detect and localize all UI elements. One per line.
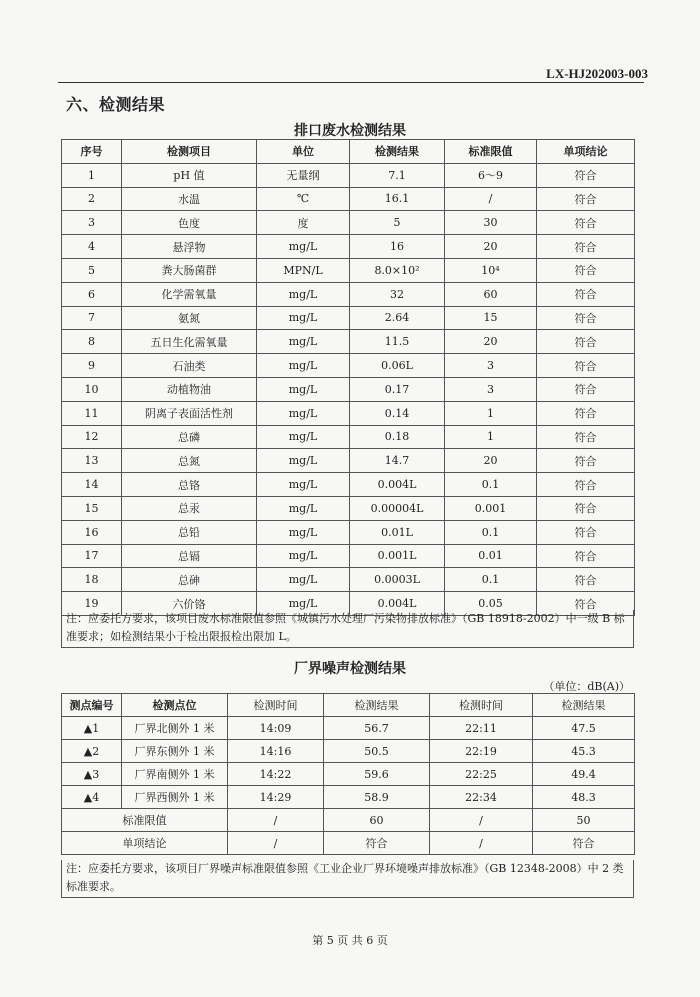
table-cell: 7.1 [350,163,445,187]
table-cell: 7 [62,306,122,330]
table-cell: 48.3 [533,786,635,809]
table-cell: 20 [445,235,537,259]
table-cell: ▲1 [62,717,122,740]
table-cell: 符合 [537,330,635,354]
table-cell: 无量纲 [257,163,350,187]
header-cell: 检测时间 [228,694,324,717]
table-cell: mg/L [257,520,350,544]
table-cell: 0.05 [445,592,537,616]
table-row [62,717,635,740]
header-cell: 检测点位 [122,694,228,717]
table-cell: / [445,187,537,211]
table-cell: 50 [533,809,635,832]
table-cell: 符合 [537,449,635,473]
table-cell: mg/L [257,544,350,568]
table-cell: mg/L [257,377,350,401]
table-cell: 符合 [537,568,635,592]
table-cell: 0.004L [350,473,445,497]
table-cell: 0.001 [445,496,537,520]
table-cell: 0.17 [350,377,445,401]
table-cell: 0.18 [350,425,445,449]
table-cell: 符合 [537,401,635,425]
table-cell: 总磷 [122,425,257,449]
table-cell: 厂界西侧外 1 米 [122,786,228,809]
table-row [62,211,635,235]
table-cell: mg/L [257,235,350,259]
table-cell: 0.01 [445,544,537,568]
header-cell: 检测结果 [324,694,430,717]
table-row [62,377,635,401]
table-cell: 58.9 [324,786,430,809]
header-cell: 标准限值 [445,140,537,164]
table-header-row [62,140,635,164]
table-cell: mg/L [257,496,350,520]
table-cell: 符合 [537,544,635,568]
table-cell: 47.5 [533,717,635,740]
table-cell: 56.7 [324,717,430,740]
table-cell: 0.004L [350,592,445,616]
table-cell: 10⁴ [445,258,537,282]
table-cell: 22:25 [430,763,533,786]
table-cell: 总镉 [122,544,257,568]
document-code: LX-HJ202003-003 [546,66,648,81]
table-cell: 符合 [537,354,635,378]
table-row [62,544,635,568]
table-cell: 14:22 [228,763,324,786]
wastewater-note: 注：应委托方要求，该项目废水标准限值参照《城镇污水处理厂污染物排放标准》（GB 18918-2002）中一级 B 标准要求；如检测结果小于检出限报检出限加 L。 [61,610,634,648]
table-cell: / [430,832,533,855]
table-cell: 6～9 [445,163,537,187]
table-cell: mg/L [257,568,350,592]
table-cell: 20 [445,449,537,473]
limit-row [62,809,635,832]
table-cell: / [430,809,533,832]
table-cell: 30 [445,211,537,235]
table-cell: 8 [62,330,122,354]
table-cell: 3 [445,377,537,401]
table-cell: 符合 [537,473,635,497]
table-cell: mg/L [257,449,350,473]
table-cell: 12 [62,425,122,449]
table-cell: 17 [62,544,122,568]
table-cell: 总铅 [122,520,257,544]
table-cell: 6 [62,282,122,306]
header-cell: 单项结论 [537,140,635,164]
header-cell: 测点编号 [62,694,122,717]
table-cell: 16 [350,235,445,259]
table-cell: 0.1 [445,473,537,497]
table-cell: 11.5 [350,330,445,354]
table-cell: pH 值 [122,163,257,187]
table-cell: 总铬 [122,473,257,497]
table-cell: 厂界南侧外 1 米 [122,763,228,786]
table-cell: 1 [445,425,537,449]
table-cell: 49.4 [533,763,635,786]
table-cell: 14 [62,473,122,497]
table-cell: 22:19 [430,740,533,763]
table-cell: 六价铬 [122,592,257,616]
table-cell: 15 [62,496,122,520]
table-cell: 45.3 [533,740,635,763]
header-cell: 检测结果 [350,140,445,164]
table-cell: / [228,832,324,855]
table-cell: 符合 [537,163,635,187]
table-row [62,786,635,809]
table-cell: 悬浮物 [122,235,257,259]
table-cell: 厂界东侧外 1 米 [122,740,228,763]
table-row [62,258,635,282]
table-cell: 32 [350,282,445,306]
table-cell: 5 [62,258,122,282]
page-footer: 第 5 页 共 6 页 [312,934,388,947]
table-cell: 阴离子表面活性剂 [122,401,257,425]
table-row [62,163,635,187]
header-cell: 序号 [62,140,122,164]
table-cell: 16 [62,520,122,544]
table-cell: 1 [445,401,537,425]
table-cell: 氨氮 [122,306,257,330]
water-table-caption: 排口废水检测结果 [294,123,406,139]
table-cell: mg/L [257,354,350,378]
table-cell: / [228,809,324,832]
table-cell: 水温 [122,187,257,211]
table-cell: 0.06L [350,354,445,378]
conclusion-row [62,832,635,855]
table-cell: 10 [62,377,122,401]
table-cell: 16.1 [350,187,445,211]
table-cell: 符合 [537,282,635,306]
table-cell: 60 [324,809,430,832]
table-cell: 4 [62,235,122,259]
noise-results-table [61,693,635,855]
table-cell: 20 [445,330,537,354]
table-header-row [62,694,635,717]
table-cell: 粪大肠菌群 [122,258,257,282]
table-cell: 符合 [537,187,635,211]
table-cell: 5 [350,211,445,235]
table-row [62,568,635,592]
table-cell: 60 [445,282,537,306]
table-cell: 总砷 [122,568,257,592]
table-row [62,235,635,259]
table-cell: 符合 [324,832,430,855]
table-row [62,282,635,306]
table-cell: 18 [62,568,122,592]
table-cell: 2.64 [350,306,445,330]
table-row [62,449,635,473]
noise-note: 注：应委托方要求，该项目厂界噪声标准限值参照《工业企业厂界环境噪声排放标准》（GB 12348-2008）中 2 类标准要求。 [61,860,634,898]
table-cell: 50.5 [324,740,430,763]
table-cell: ▲4 [62,786,122,809]
table-row [62,306,635,330]
table-cell: 22:11 [430,717,533,740]
table-row [62,401,635,425]
header-cell: 检测结果 [533,694,635,717]
table-cell: 总氮 [122,449,257,473]
table-row [62,763,635,786]
table-cell: 0.001L [350,544,445,568]
table-cell: 度 [257,211,350,235]
table-cell: mg/L [257,282,350,306]
table-cell: 符合 [537,377,635,401]
noise-unit-label: （单位：dB(A)） [543,680,630,693]
table-cell: 符合 [537,496,635,520]
table-row [62,740,635,763]
table-cell: ℃ [257,187,350,211]
table-cell: 14:29 [228,786,324,809]
table-cell: 14:16 [228,740,324,763]
table-cell: 9 [62,354,122,378]
header-cell: 检测项目 [122,140,257,164]
table-cell: 符合 [537,520,635,544]
table-cell: 五日生化需氧量 [122,330,257,354]
table-cell: 0.1 [445,520,537,544]
table-cell: 15 [445,306,537,330]
table-cell: 符合 [537,425,635,449]
table-cell: 59.6 [324,763,430,786]
table-cell: 符合 [537,258,635,282]
table-cell: 0.0003L [350,568,445,592]
table-cell: ▲2 [62,740,122,763]
header-cell: 检测时间 [430,694,533,717]
table-cell: mg/L [257,306,350,330]
table-cell: mg/L [257,473,350,497]
table-cell: mg/L [257,330,350,354]
table-cell: 0.01L [350,520,445,544]
table-cell: 符合 [533,832,635,855]
table-cell: 单项结论 [62,832,228,855]
table-cell: 符合 [537,235,635,259]
table-cell: 13 [62,449,122,473]
table-cell: MPN/L [257,258,350,282]
table-row [62,187,635,211]
table-cell: 石油类 [122,354,257,378]
table-row [62,354,635,378]
table-cell: 色度 [122,211,257,235]
table-cell: 符合 [537,211,635,235]
table-cell: 0.14 [350,401,445,425]
table-cell: mg/L [257,425,350,449]
table-cell: 0.00004L [350,496,445,520]
table-cell: 8.0×10² [350,258,445,282]
table-cell: 3 [445,354,537,378]
table-cell: 符合 [537,306,635,330]
table-cell: ▲3 [62,763,122,786]
table-row [62,330,635,354]
table-cell: 22:34 [430,786,533,809]
table-cell: 动植物油 [122,377,257,401]
header-cell: 单位 [257,140,350,164]
table-cell: 14:09 [228,717,324,740]
table-row [62,473,635,497]
table-cell: 2 [62,187,122,211]
table-cell: 化学需氧量 [122,282,257,306]
table-cell: 0.1 [445,568,537,592]
table-cell: 标准限值 [62,809,228,832]
table-cell: mg/L [257,401,350,425]
section-title: 六、检测结果 [66,95,166,114]
noise-table-caption: 厂界噪声检测结果 [294,661,406,677]
table-cell: 符合 [537,592,635,616]
table-row [62,520,635,544]
table-row [62,425,635,449]
table-cell: 1 [62,163,122,187]
table-cell: 厂界北侧外 1 米 [122,717,228,740]
table-cell: 11 [62,401,122,425]
table-cell: 14.7 [350,449,445,473]
wastewater-results-table [61,139,635,616]
header-rule [58,82,644,83]
table-cell: mg/L [257,592,350,616]
table-row [62,496,635,520]
table-cell: 19 [62,592,122,616]
table-cell: 总汞 [122,496,257,520]
table-cell: 3 [62,211,122,235]
